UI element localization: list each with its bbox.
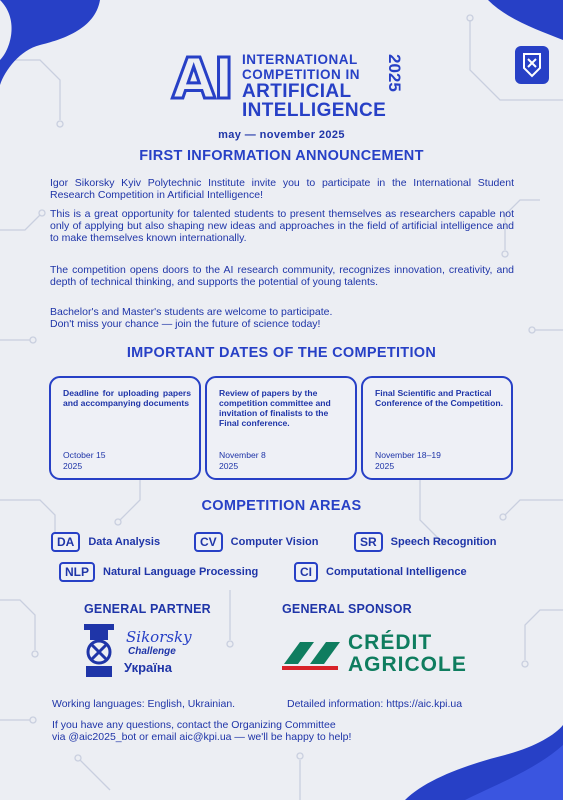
date-card-date-line1: October 15: [63, 450, 106, 460]
paragraph-invite: Igor Sikorsky Kyiv Polytechnic Institute invite you to participate in the International Student Research Competition in Artificial Intelligence!: [50, 177, 514, 202]
ai-logo-letters: AI: [172, 47, 233, 112]
date-card-review: [205, 376, 357, 480]
kpi-emblem-icon: [515, 46, 549, 84]
area-name: Computational Intelligence: [326, 566, 467, 578]
partner-title: GENERAL PARTNER: [84, 602, 211, 616]
paragraph-opportunity: This is a great opportunity for talented students to present themselves as researchers capable not only of applying but also shaping new ideas and approaches in the field of artificial intelligence and to make themselves known internationally.: [50, 208, 514, 245]
event-logo-header: [172, 47, 412, 121]
date-card-date-line2: 2025: [63, 460, 83, 471]
title-line-2: COMPETITION IN: [242, 67, 360, 82]
event-year: 2025: [385, 54, 404, 92]
corner-blob-top-right: [458, 0, 563, 40]
area-speech-recognition: [354, 532, 496, 552]
area-code: DA: [51, 532, 80, 552]
sponsor-logo-line2: AGRICOLE: [348, 653, 467, 676]
kpi-logo: [515, 46, 549, 84]
credit-agricole-emblem-icon: [280, 634, 342, 674]
sponsor-logo-line1: CRÉDIT: [348, 631, 433, 654]
title-line-3: ARTIFICIAL: [242, 81, 352, 102]
area-code: CI: [294, 562, 318, 582]
area-code: SR: [354, 532, 383, 552]
working-languages: Working languages: English, Ukrainian.: [52, 698, 236, 710]
sikorsky-figure-icon: [76, 622, 126, 680]
announcement-title: FIRST INFORMATION ANNOUNCEMENT: [139, 148, 424, 164]
areas-title: COMPETITION AREAS: [201, 498, 362, 514]
date-card-date: [219, 450, 347, 471]
date-card-date-line2: 2025: [375, 460, 395, 471]
corner-blob-bottom-right: [405, 725, 563, 800]
date-card-date-line1: November 18–19: [375, 450, 441, 460]
area-name: Data Analysis: [88, 536, 161, 548]
date-card-title: Final Scientific and Practical Conference of the Competition.: [375, 388, 503, 408]
dates-title: IMPORTANT DATES OF THE COMPETITION: [126, 345, 437, 361]
date-card-title: Deadline for uploading papers and accompanying documents: [63, 388, 191, 408]
title-line-4: INTELLIGENCE: [242, 100, 387, 121]
area-code: CV: [194, 532, 223, 552]
sikorsky-challenge-logo: [76, 622, 196, 682]
date-card-date-line1: November 8: [219, 450, 266, 460]
contact-line-2: via @aic2025_bot or email aic@kpi.ua — we'll be happy to help!: [52, 731, 352, 743]
paragraph-call-to-action: Don't miss your chance — join the future of science today!: [50, 318, 321, 330]
contact-line-1: If you have any questions, contact the Organizing Committee: [52, 719, 336, 731]
area-code: NLP: [59, 562, 95, 582]
area-data-analysis: [51, 532, 160, 552]
date-card-date: [63, 450, 191, 471]
date-card-deadline: [49, 376, 201, 480]
partner-logo-line2: Challenge: [128, 646, 176, 657]
event-date-range: may — november 2025: [218, 129, 345, 141]
partner-logo-line3: Україна: [124, 660, 173, 675]
title-line-1: INTERNATIONAL: [242, 52, 358, 67]
partner-logo-line1: Sikorsky: [126, 628, 192, 646]
credit-agricole-logo: [280, 632, 490, 678]
area-name: Natural Language Processing: [103, 566, 259, 578]
date-card-title: Review of papers by the competition committee and invitation of finalists to the Final conference.: [219, 388, 331, 428]
sponsor-title: GENERAL SPONSOR: [282, 602, 412, 616]
area-nlp: [59, 562, 258, 582]
area-name: Speech Recognition: [390, 536, 497, 548]
paragraph-eligibility: Bachelor's and Master's students are welcome to participate.: [50, 306, 333, 318]
date-card-date-line2: 2025: [219, 460, 239, 471]
detailed-info-link[interactable]: Detailed information: https://aic.kpi.ua: [287, 698, 463, 710]
event-title: [242, 52, 386, 120]
area-name: Computer Vision: [230, 536, 319, 548]
corner-blob-top-left: [0, 0, 110, 90]
date-card-date: [375, 450, 503, 471]
date-card-final: [361, 376, 513, 480]
area-computer-vision: [194, 532, 318, 552]
area-computational-intelligence: [294, 562, 467, 582]
paragraph-community: The competition opens doors to the AI research community, recognizes innovation, creativity, and depth of technical thinking, and supports the potential of young talents.: [50, 264, 514, 289]
